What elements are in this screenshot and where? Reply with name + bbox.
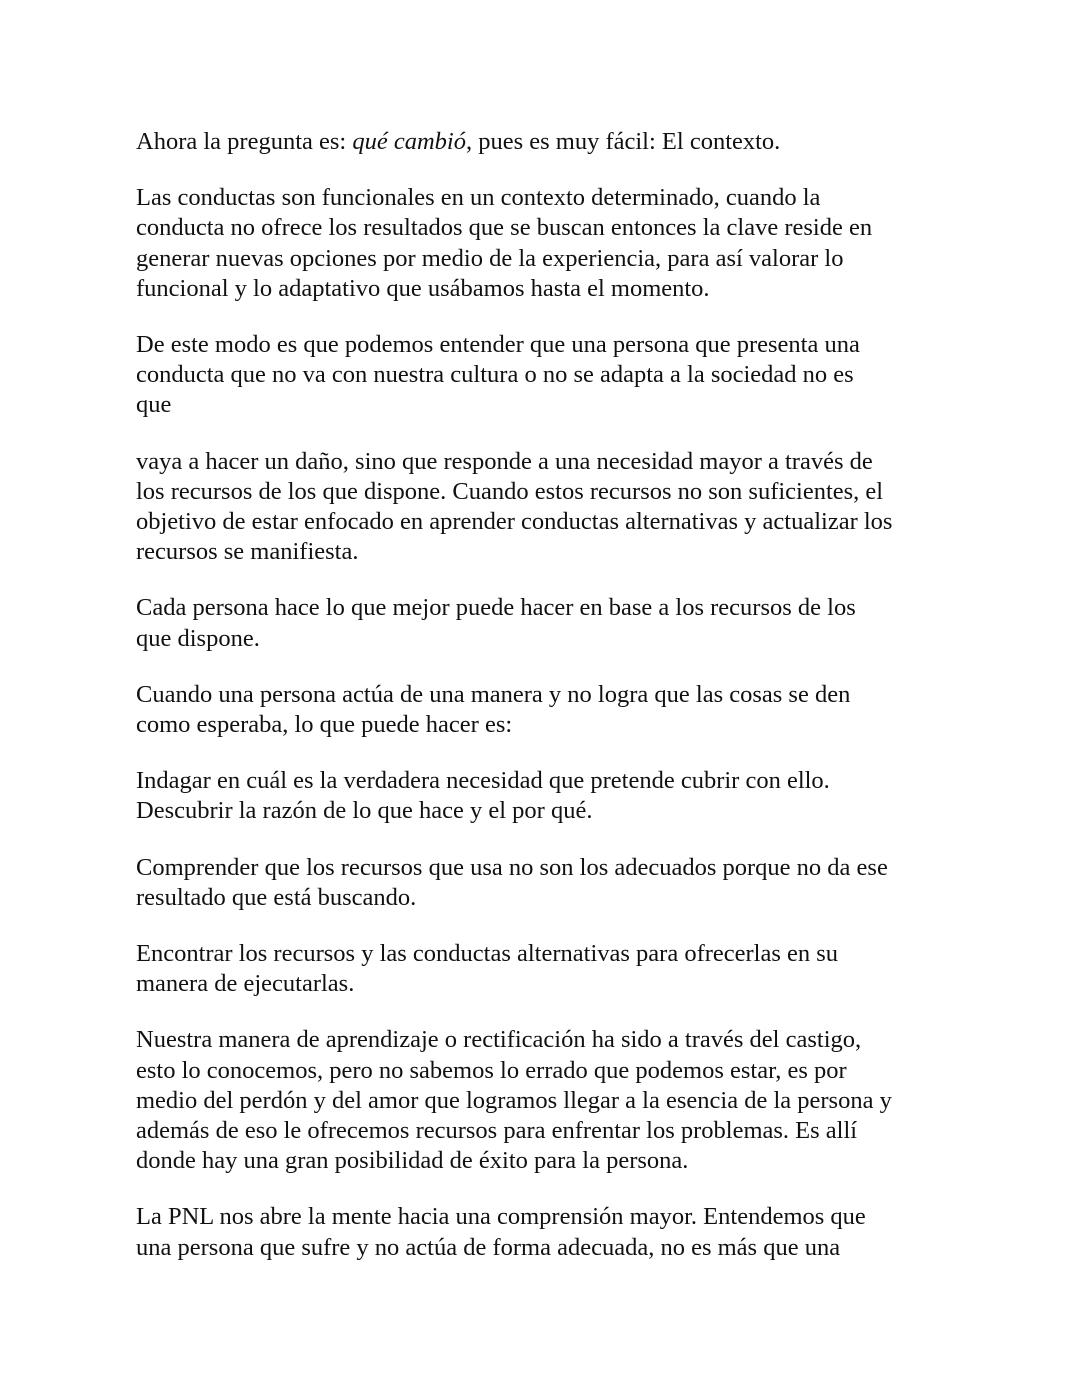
paragraph-line: donde hay una gran posibilidad de éxito para la persona. — [136, 1147, 689, 1175]
paragraph-line — [136, 127, 948, 157]
paragraph-line: Descubrir la razón de lo que hace y el por qué. — [136, 797, 593, 825]
emphasis-text: qué cambió — [352, 128, 466, 155]
paragraph-line: Nuestra manera de aprendizaje o rectificación ha sido a través del castigo, — [136, 1026, 862, 1054]
paragraph-line: objetivo de estar enfocado en aprender conductas alternativas y actualizar los — [136, 508, 893, 536]
paragraph-line: Cuando una persona actúa de una manera y no logra que las cosas se den — [136, 680, 851, 708]
paragraph-line: que — [136, 391, 172, 419]
paragraph-line: recursos se manifiesta. — [136, 538, 359, 566]
paragraph-line: Cada persona hace lo que mejor puede hacer en base a los recursos de los — [136, 594, 856, 622]
paragraph-2 — [136, 183, 948, 304]
paragraph-10 — [136, 1025, 948, 1176]
paragraph-4 — [136, 447, 948, 568]
paragraph-1 — [136, 127, 948, 157]
paragraph-line: funcional y lo adaptativo que usábamos hasta el momento. — [136, 274, 710, 302]
paragraph-line: manera de ejecutarlas. — [136, 970, 355, 998]
paragraph-line: La PNL nos abre la mente hacia una comprensión mayor. Entendemos que — [136, 1203, 866, 1231]
paragraph-line: los recursos de los que dispone. Cuando estos recursos no son suficientes, el — [136, 477, 884, 505]
paragraph-line: Indagar en cuál es la verdadera necesidad que pretende cubrir con ello. — [136, 767, 830, 795]
paragraph-8 — [136, 853, 948, 913]
paragraph-line: conducta que no va con nuestra cultura o no se adapta a la sociedad no es — [136, 361, 854, 389]
paragraph-line: conducta no ofrece los resultados que se buscan entonces la clave reside en — [136, 214, 873, 242]
paragraph-5 — [136, 593, 948, 653]
paragraph-line: una persona que sufre y no actúa de forma adecuada, no es más que una — [136, 1233, 841, 1261]
text-run: , pues es muy fácil: El contexto. — [465, 128, 781, 155]
paragraph-line: medio del perdón y del amor que logramos llegar a la esencia de la persona y — [136, 1086, 892, 1114]
paragraph-line: Comprender que los recursos que usa no son los adecuados porque no da ese — [136, 853, 888, 881]
paragraph-line: además de eso le ofrecemos recursos para enfrentar los problemas. Es allí — [136, 1117, 858, 1145]
paragraph-line: como esperaba, lo que puede hacer es: — [136, 711, 513, 739]
paragraph-line: resultado que está buscando. — [136, 883, 417, 911]
paragraph-line: Las conductas son funcionales en un contexto determinado, cuando la — [136, 184, 821, 212]
document-page — [136, 127, 948, 1289]
paragraph-9 — [136, 939, 948, 999]
paragraph-line: Encontrar los recursos y las conductas alternativas para ofrecerlas en su — [136, 940, 839, 968]
paragraph-line: esto lo conocemos, pero no sabemos lo errado que podemos estar, es por — [136, 1056, 847, 1084]
paragraph-3 — [136, 330, 948, 421]
paragraph-line: De este modo es que podemos entender que una persona que presenta una — [136, 331, 860, 359]
paragraph-line: generar nuevas opciones por medio de la experiencia, para así valorar lo — [136, 244, 844, 272]
paragraph-7 — [136, 766, 948, 826]
paragraph-line: vaya a hacer un daño, sino que responde a una necesidad mayor a través de — [136, 447, 873, 475]
paragraph-11 — [136, 1202, 948, 1262]
paragraph-6 — [136, 680, 948, 740]
text-run: Ahora la pregunta es: — [136, 128, 353, 155]
paragraph-line: que dispone. — [136, 624, 260, 652]
